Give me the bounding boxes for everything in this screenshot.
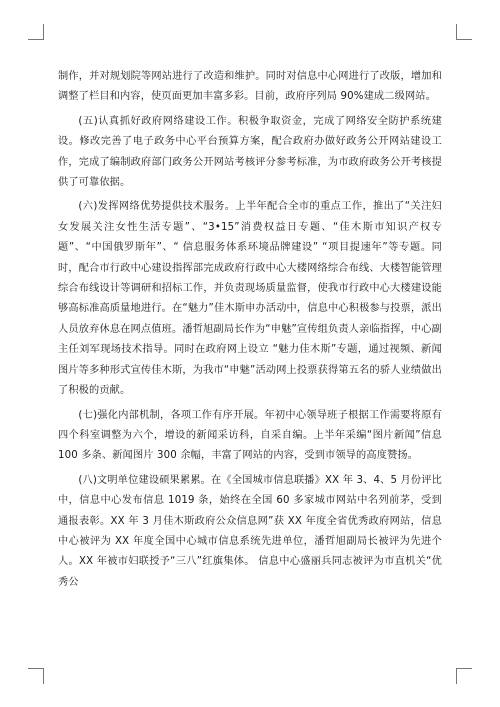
paragraph-section-8: (八)文明单位建设硕果累累。在《全国城市信息联播》XX 年 3、4、5 月份评比中，信息中心发布信息 1019 条，始终在全国 60 多家城市网站中名列前茅，受到通报表彰。XX 年 3 月佳木斯政府公众信息网”获 XX 年度全省优秀政府网站，信息中心被评为 XX 年度全国中心城市信息系统先进单位，潘哲旭副局长被评为先进个人。XX 年被市妇联授予“三八”红旗集体。 信息中心盛丽兵同志被评为市直机关“优秀公	[58, 474, 442, 588]
paragraph-section-6: (六)发挥网络优势提供技术服务。上半年配合全市的重点工作，推出了“关注妇女发展关注女性生活专题”、“3•15”消费权益日专题、“佳木斯市知识产权专题”、“中国俄罗斯年”、“ 信息服务体系环境品牌建设” “项目提速年”等专题。同时，配合市行政中心建设指挥部完成政府行政中心大楼网络综合布线、大楼智能管理综合布线设计等调研和招标工作，并负责现场质量监督，使我市行政中心大楼建设能够高标准高质量地进行。在“魅力”佳木斯申办活动中，信息中心积极参与投票，派出人员放弃休息在网点值班。潘哲旭副局长作为“申魅”宣传组负责人亲临指挥，中心副主任刘军现场技术指导。同时在政府网上设立 “魅力佳木斯”专题，通过视频、新闻图片等多种形式宣传佳木斯，为我市“申魅”活动网上投票获得第五名的骄人业绩做出了积极的贡献。	[58, 201, 442, 397]
paragraph-continued: 制作，并对规划院等网站进行了改造和维护。同时对信息中心网进行了改版，增加和调整了栏目和内容，使页面更加丰富多彩。目前，政府序列局 90%建成二级网站。	[58, 71, 442, 103]
paragraph-section-5: (五)认真抓好政府网络建设工作。积极争取资金，完成了网络安全防护系统建设。修改完善了电子政务中心平台预算方案，配合政府办做好政务公开网站建设工作，完成了编制政府部门政务公开网站考核评分参考标准，为市政府政务公开考核提供了可靠依据。	[58, 115, 442, 189]
crop-mark-top-right	[456, 24, 472, 40]
body-text	[58, 67, 442, 597]
crop-mark-bottom-left	[28, 668, 44, 684]
crop-mark-bottom-right	[456, 668, 472, 684]
paragraph-section-7: (七)强化内部机制，各项工作有序开展。年初中心领导班子根据工作需要将原有四个科室调整为六个，增设的新闻采访科，自采自编。上半年采编“图片新闻”信息 100 多条、新闻图片 300 余幅，丰富了网站的内容，受到市领导的高度赞扬。	[58, 409, 442, 462]
crop-mark-top-left	[28, 24, 44, 40]
